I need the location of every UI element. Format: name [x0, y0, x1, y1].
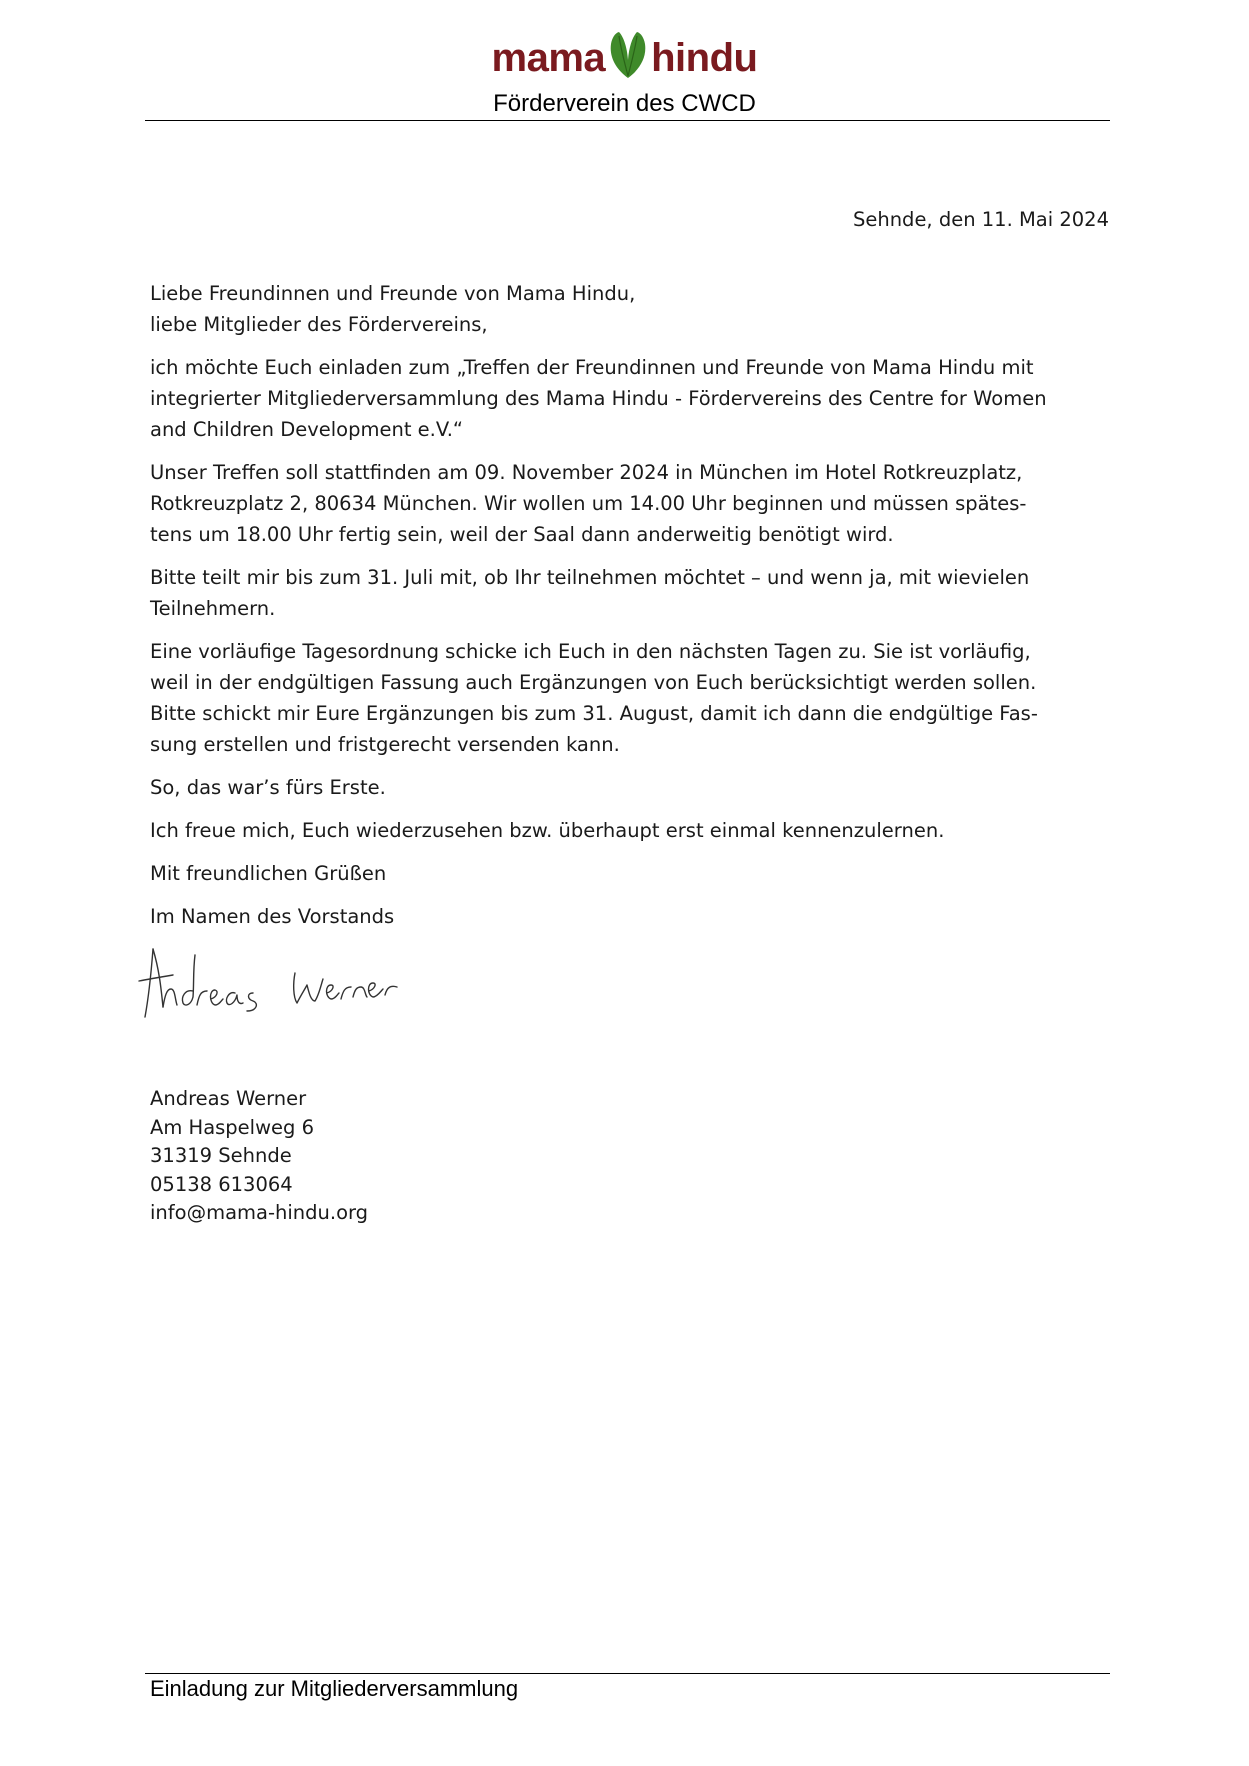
paragraph-farewell: Ich freue mich, Euch wiederzusehen bzw. überhaupt erst einmal kennenzulernen. — [150, 819, 945, 842]
text-line: Rotkreuzplatz 2, 80634 München. Wir wollen um 14.00 Uhr beginnen und müssen spätes- — [150, 492, 1027, 515]
paragraph-meeting-details — [150, 457, 1105, 550]
text-line: integrierter Mitgliederversammlung des Mama Hindu - Fördervereins des Centre for Women — [150, 387, 1047, 410]
leaf-icon — [607, 30, 649, 80]
salutation — [150, 278, 1105, 340]
footer-title: Einladung zur Mitgliederversammlung — [150, 1676, 519, 1701]
text-line: Bitte teilt mir bis zum 31. Juli mit, ob Ihr teilnehmen möchtet – und wenn ja, mit wievielen — [150, 566, 1030, 589]
text-line: tens um 18.00 Uhr fertig sein, weil der Saal dann anderweitig benötigt wird. — [150, 523, 894, 546]
header-divider — [145, 120, 1110, 121]
salutation-line: Liebe Freundinnen und Freunde von Mama Hindu, — [150, 282, 636, 305]
closing: Mit freundlichen Grüßen — [150, 862, 387, 885]
text-line: Bitte schickt mir Eure Ergänzungen bis zum 31. August, damit ich dann die endgültige Fas- — [150, 702, 1038, 725]
logo-word-left: mama — [491, 36, 606, 80]
paragraph-invitation — [150, 352, 1105, 445]
salutation-line: liebe Mitglieder des Fördervereins, — [150, 313, 488, 336]
footer-divider — [145, 1673, 1110, 1674]
letter-body — [150, 278, 1105, 944]
text-line: ich möchte Euch einladen zum „Treffen der Freundinnen und Freunde von Mama Hindu mit — [150, 356, 1034, 379]
text-line: sung erstellen und fristgerecht versenden kann. — [150, 733, 620, 756]
paragraph-agenda — [150, 636, 1105, 760]
letterhead-subtitle: Förderverein des CWCD — [493, 90, 756, 117]
sender-phone: 05138 613064 — [150, 1172, 293, 1196]
text-line: weil in der endgültigen Fassung auch Ergänzungen von Euch berücksichtigt werden sollen. — [150, 671, 1037, 694]
logo-word-right: hindu — [651, 36, 758, 80]
logo — [0, 30, 1249, 78]
text-line: Teilnehmern. — [150, 597, 276, 620]
sender-name: Andreas Werner — [150, 1087, 307, 1110]
handwritten-signature — [135, 935, 425, 1035]
on-behalf: Im Namen des Vorstands — [150, 905, 395, 928]
text-line: Unser Treffen soll stattfinden am 09. November 2024 in München im Hotel Rotkreuzplatz, — [150, 461, 1023, 484]
sender-address — [150, 1085, 368, 1228]
letter-date: Sehnde, den 11. Mai 2024 — [852, 208, 1109, 231]
paragraph-wrapup: So, das war’s fürs Erste. — [150, 776, 386, 799]
paragraph-rsvp — [150, 562, 1105, 624]
sender-email: info@mama-hindu.org — [150, 1201, 369, 1224]
text-line: and Children Development e.V.“ — [150, 418, 464, 441]
sender-street: Am Haspelweg 6 — [150, 1115, 315, 1139]
text-line: Eine vorläufige Tagesordnung schicke ich Euch in den nächsten Tagen zu. Sie ist vorläufig, — [150, 640, 1031, 663]
sender-city: 31319 Sehnde — [150, 1144, 292, 1167]
